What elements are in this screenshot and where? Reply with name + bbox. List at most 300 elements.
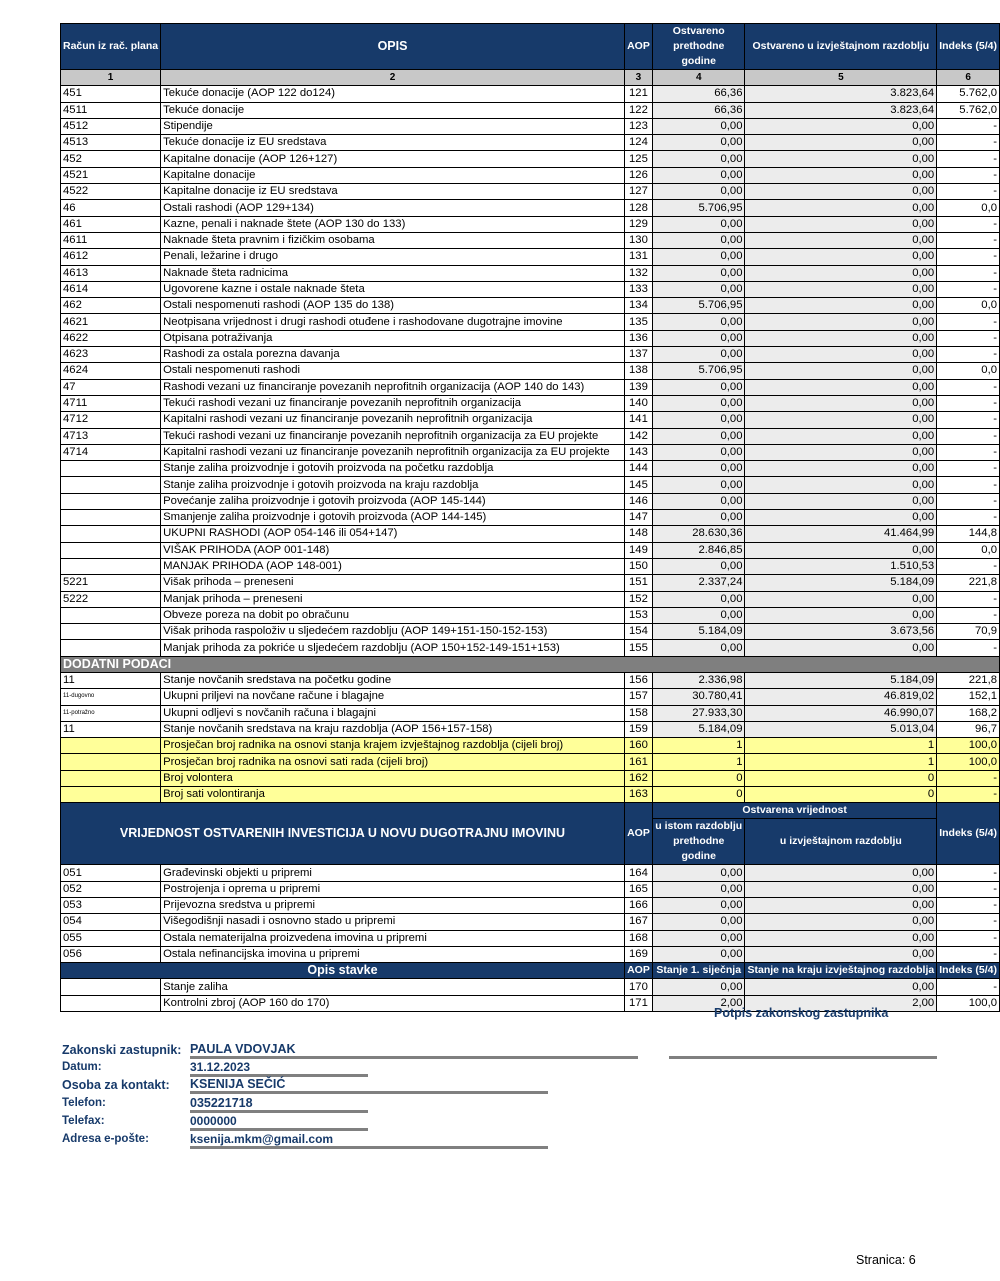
account-code (61, 526, 161, 542)
row-description: Kapitalne donacije iz EU sredstava (161, 184, 625, 200)
account-code: 4513 (61, 135, 161, 151)
current-value: 0,00 (745, 265, 937, 281)
aop-code: 142 (624, 428, 652, 444)
aop-code: 127 (624, 184, 652, 200)
header-index: Indeks (5/4) (937, 24, 1000, 70)
account-code: 4612 (61, 249, 161, 265)
account-code: 4621 (61, 314, 161, 330)
current-value: 0,00 (745, 135, 937, 151)
table-row (61, 754, 1000, 770)
table-row (61, 86, 1000, 102)
current-value: 0,00 (745, 298, 937, 314)
table-row (61, 897, 1000, 913)
current-value: 0,00 (745, 428, 937, 444)
index-value: 100,0 (937, 995, 1000, 1011)
column-number: 3 (624, 70, 652, 86)
account-code: 47 (61, 379, 161, 395)
current-value: 0,00 (745, 510, 937, 526)
page-number: Stranica: 6 (856, 1253, 916, 1267)
table-header (61, 24, 1000, 70)
contact-value: KSENIJA SEČIĆ (190, 1077, 286, 1091)
table-row (61, 624, 1000, 640)
account-code: 452 (61, 151, 161, 167)
investment-curr: u izvještajnom razdoblju (745, 819, 937, 865)
table-row (61, 461, 1000, 477)
row-description: Ukupni priljevi na novčane račune i blagajne (161, 689, 625, 705)
row-description: Tekuće donacije (161, 102, 625, 118)
current-value: 0,00 (745, 607, 937, 623)
aop-code: 148 (624, 526, 652, 542)
previous-value: 0,00 (652, 510, 745, 526)
current-value: 1 (745, 754, 937, 770)
previous-value: 0,00 (652, 151, 745, 167)
table-row (61, 249, 1000, 265)
row-description: Tekući rashodi vezani uz financiranje povezanih neprofitnih organizacija za EU projekte (161, 428, 625, 444)
table-row (61, 558, 1000, 574)
aop-code: 167 (624, 914, 652, 930)
table-row (61, 395, 1000, 411)
row-description: Kontrolni zbroj (AOP 160 do 170) (161, 995, 625, 1011)
current-value: 0,00 (745, 946, 937, 962)
header-account: Račun iz rač. plana (61, 24, 161, 70)
current-value: 0 (745, 787, 937, 803)
previous-value: 2.337,24 (652, 575, 745, 591)
account-code: 4713 (61, 428, 161, 444)
phone-label: Telefon: (62, 1097, 106, 1109)
aop-code: 131 (624, 249, 652, 265)
table-row (61, 412, 1000, 428)
current-value: 0,00 (745, 897, 937, 913)
index-value: - (937, 914, 1000, 930)
table-row (61, 265, 1000, 281)
index-value: 5.762,0 (937, 86, 1000, 102)
previous-value: 5.706,95 (652, 200, 745, 216)
table-row (61, 930, 1000, 946)
current-value: 0,00 (745, 493, 937, 509)
row-description: Manjak prihoda – preneseni (161, 591, 625, 607)
previous-value: 0,00 (652, 979, 745, 995)
account-code (61, 738, 161, 754)
index-value: - (937, 151, 1000, 167)
report-table (60, 23, 1000, 1012)
previous-value: 0,00 (652, 281, 745, 297)
aop-code: 154 (624, 624, 652, 640)
table-row (61, 738, 1000, 754)
current-value: 0,00 (745, 542, 937, 558)
previous-value: 0,00 (652, 930, 745, 946)
current-value: 3.673,56 (745, 624, 937, 640)
current-value: 0,00 (745, 314, 937, 330)
index-value: 0,0 (937, 298, 1000, 314)
aop-code: 156 (624, 672, 652, 688)
previous-value: 0,00 (652, 897, 745, 913)
table-row (61, 510, 1000, 526)
index-value: 0,0 (937, 200, 1000, 216)
current-value: 3.823,64 (745, 86, 937, 102)
aop-code: 126 (624, 167, 652, 183)
current-value: 0,00 (745, 930, 937, 946)
account-code: 11 (61, 721, 161, 737)
aop-code: 159 (624, 721, 652, 737)
aop-code: 149 (624, 542, 652, 558)
aop-code: 161 (624, 754, 652, 770)
account-code (61, 979, 161, 995)
current-value: 0,00 (745, 914, 937, 930)
account-code: 4613 (61, 265, 161, 281)
row-description: Neotpisana vrijednost i drugi rashodi otuđene i rashodovane dugotrajne imovine (161, 314, 625, 330)
column-number: 1 (61, 70, 161, 86)
row-description: Stanje zaliha (161, 979, 625, 995)
table-row (61, 640, 1000, 656)
index-value: - (937, 184, 1000, 200)
index-value: - (937, 281, 1000, 297)
stock-index: Indeks (5/4) (937, 963, 1000, 979)
investment-group: Ostvarena vrijednost (652, 803, 936, 819)
table-row (61, 314, 1000, 330)
row-description: Kapitalne donacije (AOP 126+127) (161, 151, 625, 167)
account-code (61, 770, 161, 786)
table-row (61, 200, 1000, 216)
table-row (61, 379, 1000, 395)
index-value: - (937, 510, 1000, 526)
account-code: 5222 (61, 591, 161, 607)
row-description: Ugovorene kazne i ostale naknade šteta (161, 281, 625, 297)
aop-code: 160 (624, 738, 652, 754)
previous-value: 28.630,36 (652, 526, 745, 542)
previous-value: 0,00 (652, 265, 745, 281)
header-previous-year: Ostvareno prethodne godine (652, 24, 745, 70)
previous-value: 0,00 (652, 640, 745, 656)
row-description: Tekuće donacije (AOP 122 do124) (161, 86, 625, 102)
previous-value: 0,00 (652, 558, 745, 574)
row-description: Ostali nespomenuti rashodi (161, 363, 625, 379)
previous-value: 0,00 (652, 591, 745, 607)
current-value: 0,00 (745, 865, 937, 881)
aop-code: 146 (624, 493, 652, 509)
current-value: 0,00 (745, 167, 937, 183)
previous-value: 2.336,98 (652, 672, 745, 688)
previous-value: 66,36 (652, 102, 745, 118)
previous-value: 2.846,85 (652, 542, 745, 558)
current-value: 0,00 (745, 151, 937, 167)
column-number: 4 (652, 70, 745, 86)
row-description: Stanje zaliha proizvodnje i gotovih proizvoda na početku razdoblja (161, 461, 625, 477)
section-header (61, 656, 1000, 672)
row-description: Stanje zaliha proizvodnje i gotovih proizvoda na kraju razdoblja (161, 477, 625, 493)
table-row (61, 493, 1000, 509)
previous-value: 5.706,95 (652, 363, 745, 379)
index-value: - (937, 897, 1000, 913)
stock-curr: Stanje na kraju izvještajnog razdoblja (745, 963, 937, 979)
index-value: - (937, 265, 1000, 281)
account-code: 4714 (61, 444, 161, 460)
current-value: 0,00 (745, 249, 937, 265)
index-value: 152,1 (937, 689, 1000, 705)
investment-prev: u istom razdoblju prethodne godine (652, 819, 745, 865)
index-value: 100,0 (937, 738, 1000, 754)
account-code (61, 787, 161, 803)
fax-value: 0000000 (190, 1114, 237, 1128)
stock-title: Opis stavke (61, 963, 625, 979)
previous-value: 0,00 (652, 135, 745, 151)
row-description: Broj sati volontiranja (161, 787, 625, 803)
table-row (61, 689, 1000, 705)
account-code (61, 461, 161, 477)
table-row (61, 184, 1000, 200)
investment-header (61, 803, 1000, 819)
current-value: 41.464,99 (745, 526, 937, 542)
index-value: 100,0 (937, 754, 1000, 770)
aop-code: 153 (624, 607, 652, 623)
rep-line (190, 1056, 638, 1059)
account-code: 054 (61, 914, 161, 930)
account-code (61, 640, 161, 656)
rep-label: Zakonski zastupnik: (62, 1043, 182, 1057)
current-value: 0,00 (745, 232, 937, 248)
row-description: Ostali rashodi (AOP 129+134) (161, 200, 625, 216)
fax-line (190, 1128, 368, 1131)
row-description: Višak prihoda – preneseni (161, 575, 625, 591)
previous-value: 1 (652, 738, 745, 754)
index-value: - (937, 347, 1000, 363)
index-value: 0,0 (937, 363, 1000, 379)
account-code (61, 995, 161, 1011)
account-code: 056 (61, 946, 161, 962)
index-value: - (937, 979, 1000, 995)
table-row (61, 167, 1000, 183)
account-code (61, 754, 161, 770)
current-value: 0,00 (745, 412, 937, 428)
previous-value: 0,00 (652, 607, 745, 623)
previous-value: 0,00 (652, 493, 745, 509)
investment-title: VRIJEDNOST OSTVARENIH INVESTICIJA U NOVU DUGOTRAJNU IMOVINU (61, 803, 625, 865)
previous-value: 0,00 (652, 314, 745, 330)
index-value: - (937, 444, 1000, 460)
current-value: 0,00 (745, 640, 937, 656)
account-code (61, 510, 161, 526)
account-code (61, 477, 161, 493)
previous-value: 0,00 (652, 881, 745, 897)
row-description: Kapitalne donacije (161, 167, 625, 183)
account-code: 4622 (61, 330, 161, 346)
account-code (61, 542, 161, 558)
current-value: 0,00 (745, 184, 937, 200)
aop-code: 138 (624, 363, 652, 379)
index-value: 0,0 (937, 542, 1000, 558)
index-value: 144,8 (937, 526, 1000, 542)
row-description: Stanje novčanih sredstava na kraju razdoblja (AOP 156+157-158) (161, 721, 625, 737)
table-row (61, 705, 1000, 721)
row-description: Postrojenja i oprema u pripremi (161, 881, 625, 897)
account-code: 11 (61, 672, 161, 688)
previous-value: 0,00 (652, 118, 745, 134)
row-description: Penali, ležarine i drugo (161, 249, 625, 265)
row-description: Rashodi vezani uz financiranje povezanih neprofitnih organizacija (AOP 140 do 143) (161, 379, 625, 395)
current-value: 0,00 (745, 477, 937, 493)
aop-code: 165 (624, 881, 652, 897)
index-value: - (937, 118, 1000, 134)
current-value: 1 (745, 738, 937, 754)
table-row (61, 232, 1000, 248)
index-value: - (937, 428, 1000, 444)
account-code: 4522 (61, 184, 161, 200)
current-value: 0,00 (745, 395, 937, 411)
aop-code: 122 (624, 102, 652, 118)
account-code: 11-potražno (61, 705, 161, 721)
aop-code: 130 (624, 232, 652, 248)
current-value: 5.013,04 (745, 721, 937, 737)
index-value: 221,8 (937, 672, 1000, 688)
aop-code: 141 (624, 412, 652, 428)
current-value: 0,00 (745, 979, 937, 995)
table-row (61, 721, 1000, 737)
aop-code: 125 (624, 151, 652, 167)
index-value: 5.762,0 (937, 102, 1000, 118)
previous-value: 0,00 (652, 395, 745, 411)
aop-code: 164 (624, 865, 652, 881)
account-code: 4611 (61, 232, 161, 248)
email-line (190, 1146, 548, 1149)
header-aop: AOP (624, 24, 652, 70)
index-value: - (937, 493, 1000, 509)
current-value: 0 (745, 770, 937, 786)
previous-value: 30.780,41 (652, 689, 745, 705)
aop-code: 137 (624, 347, 652, 363)
aop-code: 128 (624, 200, 652, 216)
header-current-period: Ostvareno u izvještajnom razdoblju (745, 24, 937, 70)
previous-value: 0,00 (652, 914, 745, 930)
table-row (61, 946, 1000, 962)
index-value: - (937, 640, 1000, 656)
previous-value: 5.184,09 (652, 721, 745, 737)
date-value: 31.12.2023 (190, 1060, 251, 1074)
row-description: Stipendije (161, 118, 625, 134)
contact-line (190, 1091, 548, 1094)
index-value: - (937, 412, 1000, 428)
index-value: - (937, 167, 1000, 183)
stock-prev: Stanje 1. siječnja (652, 963, 745, 979)
aop-code: 135 (624, 314, 652, 330)
column-number: 6 (937, 70, 1000, 86)
contact-label: Osoba za kontakt: (62, 1078, 170, 1092)
section-title: DODATNI PODACI (61, 656, 1000, 672)
table-row (61, 330, 1000, 346)
aop-code: 152 (624, 591, 652, 607)
index-value: - (937, 461, 1000, 477)
previous-value: 27.933,30 (652, 705, 745, 721)
row-description: Broj volontera (161, 770, 625, 786)
account-code: 055 (61, 930, 161, 946)
aop-code: 123 (624, 118, 652, 134)
aop-code: 134 (624, 298, 652, 314)
aop-code: 136 (624, 330, 652, 346)
previous-value: 5.706,95 (652, 298, 745, 314)
table-row (61, 526, 1000, 542)
row-description: Naknade šteta radnicima (161, 265, 625, 281)
account-code: 4512 (61, 118, 161, 134)
aop-code: 121 (624, 86, 652, 102)
aop-code: 145 (624, 477, 652, 493)
row-description: MANJAK PRIHODA (AOP 148-001) (161, 558, 625, 574)
row-description: Otpisana potraživanja (161, 330, 625, 346)
aop-code: 166 (624, 897, 652, 913)
table-row (61, 281, 1000, 297)
row-description: Prijevozna sredstva u pripremi (161, 897, 625, 913)
stock-aop: AOP (624, 963, 652, 979)
investment-index: Indeks (5/4) (937, 803, 1000, 865)
account-code: 4614 (61, 281, 161, 297)
row-description: Obveze poreza na dobit po obračunu (161, 607, 625, 623)
aop-code: 132 (624, 265, 652, 281)
aop-code: 129 (624, 216, 652, 232)
aop-code: 139 (624, 379, 652, 395)
phone-value: 035221718 (190, 1096, 253, 1110)
previous-value: 0,00 (652, 249, 745, 265)
table-row (61, 591, 1000, 607)
aop-code: 158 (624, 705, 652, 721)
index-value: - (937, 477, 1000, 493)
aop-code: 151 (624, 575, 652, 591)
index-value: - (937, 330, 1000, 346)
current-value: 0,00 (745, 118, 937, 134)
table-row (61, 102, 1000, 118)
current-value: 3.823,64 (745, 102, 937, 118)
index-value: - (937, 770, 1000, 786)
aop-code: 157 (624, 689, 652, 705)
email-label: Adresa e-pošte: (62, 1133, 149, 1145)
row-description: Rashodi za ostala porezna davanja (161, 347, 625, 363)
row-description: Višak prihoda raspoloživ u sljedećem razdoblju (AOP 149+151-150-152-153) (161, 624, 625, 640)
row-description: Kazne, penali i naknade štete (AOP 130 do 133) (161, 216, 625, 232)
table-row (61, 787, 1000, 803)
current-value: 0,00 (745, 591, 937, 607)
table-row (61, 135, 1000, 151)
aop-code: 150 (624, 558, 652, 574)
account-code: 451 (61, 86, 161, 102)
index-value: - (937, 395, 1000, 411)
current-value: 0,00 (745, 379, 937, 395)
index-value: - (937, 379, 1000, 395)
investment-aop: AOP (624, 803, 652, 865)
table-row (61, 477, 1000, 493)
account-code (61, 624, 161, 640)
current-value: 5.184,09 (745, 575, 937, 591)
row-description: VIŠAK PRIHODA (AOP 001-148) (161, 542, 625, 558)
previous-value: 5.184,09 (652, 624, 745, 640)
row-description: Kapitalni rashodi vezani uz financiranje povezanih neprofitnih organizacija (161, 412, 625, 428)
row-description: UKUPNI RASHODI (AOP 054-146 ili 054+147) (161, 526, 625, 542)
row-description: Građevinski objekti u pripremi (161, 865, 625, 881)
previous-value: 0,00 (652, 330, 745, 346)
signature-title: Potpis zakonskog zastupnika (714, 1006, 889, 1020)
aop-code: 144 (624, 461, 652, 477)
row-description: Ostala nematerijalna proizvedena imovina u pripremi (161, 930, 625, 946)
row-description: Prosječan broj radnika na osnovi stanja krajem izvještajnog razdoblja (cijeli broj) (161, 738, 625, 754)
table-row (61, 347, 1000, 363)
current-value: 1.510,53 (745, 558, 937, 574)
current-value: 2,00 (745, 995, 937, 1011)
table-row (61, 770, 1000, 786)
current-value: 0,00 (745, 444, 937, 460)
row-description: Smanjenje zaliha proizvodnje i gotovih proizvoda (AOP 144-145) (161, 510, 625, 526)
account-code: 46 (61, 200, 161, 216)
account-code (61, 607, 161, 623)
current-value: 0,00 (745, 461, 937, 477)
row-description: Povećanje zaliha proizvodnje i gotovih proizvoda (AOP 145-144) (161, 493, 625, 509)
current-value: 0,00 (745, 200, 937, 216)
fax-label: Telefax: (62, 1115, 105, 1127)
table-row (61, 428, 1000, 444)
